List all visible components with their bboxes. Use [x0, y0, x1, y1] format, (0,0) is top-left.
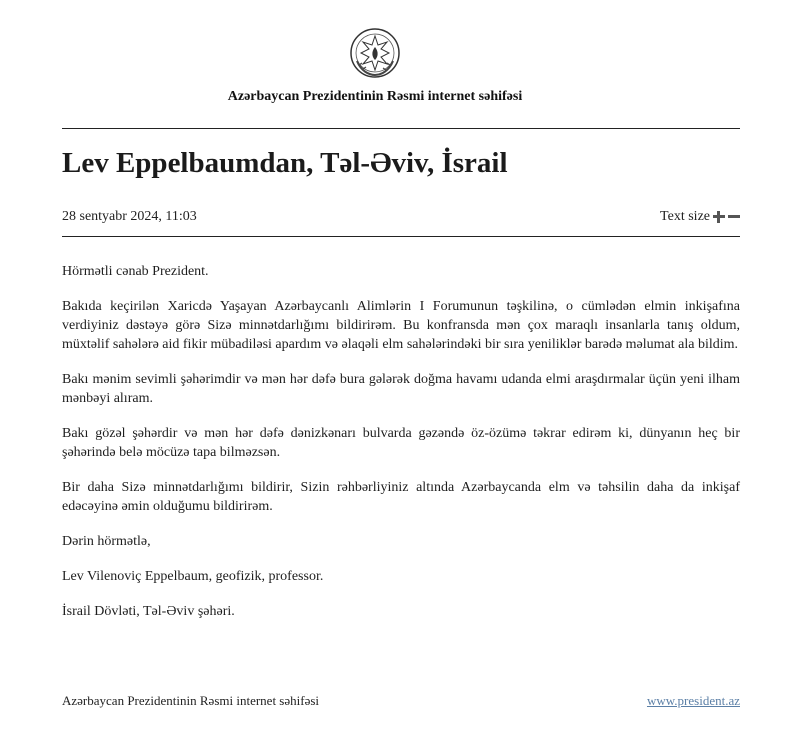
article-body — [62, 262, 740, 637]
article-date: 28 sentyabr 2024, 11:03 — [62, 209, 197, 224]
meta-divider — [62, 236, 740, 237]
footer-website-link[interactable]: www.president.az — [646, 693, 740, 708]
paragraph: Bakı mənim sevimli şəhərimdir və mən hər dəfə bura gələrək doğma havamı udanda elmi araşdırmalar üçün yeni ilham mənbəyi alıram. — [62, 372, 740, 406]
increase-text-size-icon[interactable] — [713, 211, 725, 223]
article-title: Lev Eppelbaumdan, Təl-Əviv, İsrail — [62, 147, 508, 179]
paragraph: Bir daha Sizə minnətdarlığımı bildirir, Sizin rəhbərliyiniz altında Azərbaycanda elm və təhsilin daha da inkişaf edəcəyinə əmin olduğumu bildirirəm. — [62, 480, 740, 514]
footer-site-name: Azərbaycan Prezidentinin Rəsmi internet səhifəsi — [62, 693, 320, 708]
text-size-control — [660, 209, 740, 225]
text-size-label: Text size — [660, 209, 710, 224]
site-title: Azərbaycan Prezidentinin Rəsmi internet səhifəsi — [227, 89, 523, 104]
paragraph: Bakı gözəl şəhərdir və mən hər dəfə dənizkənarı bulvarda gəzəndə öz-özümə təkrar edirəm ki, dünyanın heç bir şəhərində belə möcüzə tapa bilməzsən. — [62, 426, 740, 460]
azerbaijan-coat-of-arms-icon — [349, 27, 401, 79]
paragraph-location: İsrail Dövləti, Təl-Əviv şəhəri. — [62, 604, 235, 619]
paragraph-signature: Lev Vilenoviç Eppelbaum, geofizik, professor. — [62, 569, 324, 584]
paragraph-greeting: Hörmətli cənab Prezident. — [62, 264, 209, 279]
paragraph-closing: Dərin hörmətlə, — [62, 534, 151, 549]
paragraph: Bakıda keçirilən Xaricdə Yaşayan Azərbaycanlı Alimlərin I Forumunun təşkilinə, o cümlədən elmin inkişafına verdiyiniz dəstəyə görə Sizə minnətdarlığımı bildirirəm. Bu konfransda mən çox maraqlı insanlarla tanış oldum, müxtəlif sahələrə aid fikir mübadiləsi apardım və əlaqəli elm sahələrindəki bir sıra yeniliklər barədə məlumat ala bildim. — [62, 299, 740, 352]
decrease-text-size-icon[interactable] — [728, 211, 740, 223]
top-divider — [62, 128, 740, 129]
